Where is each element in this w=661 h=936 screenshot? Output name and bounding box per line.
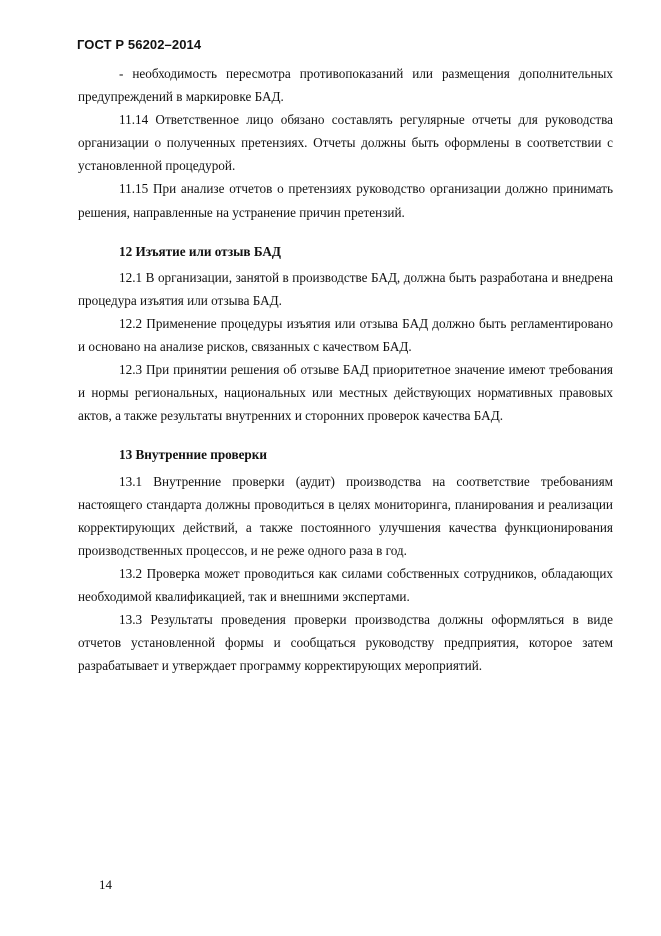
paragraph-12-3: 12.3 При принятии решения об отзыве БАД приоритетное значение имеют требования и нормы региональных, национальных или местных действующих нормативных правовых актов, а также результаты внутренних и сторонних проверок качества БАД. xyxy=(78,362,613,424)
document-header: ГОСТ Р 56202–2014 xyxy=(77,37,202,52)
paragraph-11-14: 11.14 Ответственное лицо обязано составлять регулярные отчеты для руководства организации о полученных претензиях. Отчеты должны быть оформлены в соответствии с установленной процедурой. xyxy=(78,112,613,174)
paragraph-13-3: 13.3 Результаты проведения проверки производства должны оформляться в виде отчетов установленной формы и сообщаться руководству предприятия, которое затем разрабатывает и утверждает программу корректирующих мероприятий. xyxy=(78,612,613,674)
document-body xyxy=(78,62,613,677)
paragraph-11-15: 11.15 При анализе отчетов о претензиях руководство организации должно принимать решения, направленные на устранение причин претензий. xyxy=(78,181,613,220)
paragraph-continuation: - необходимость пересмотра противопоказаний или размещения дополнительных предупреждений в маркировке БАД. xyxy=(78,66,613,105)
section-13-heading: 13 Внутренние проверки xyxy=(119,447,267,463)
paragraph-12-1: 12.1 В организации, занятой в производстве БАД, должна быть разработана и внедрена процедура изъятия или отзыва БАД. xyxy=(78,269,613,308)
paragraph-12-2: 12.2 Применение процедуры изъятия или отзыва БАД должно быть регламентировано и основано на анализе рисков, связанных с качеством БАД. xyxy=(78,315,613,355)
page-number: 14 xyxy=(99,877,112,892)
section-12-heading: 12 Изъятие или отзыв БАД xyxy=(119,243,281,259)
paragraph-13-1: 13.1 Внутренние проверки (аудит) производства на соответствие требованиям настоящего стандарта должны проводиться в целях мониторинга, планирования и реализации корректирующих действий, а также постоянного улучшения качества функционирования производственных процессов, и не реже одного раза в год. xyxy=(78,473,613,558)
paragraph-13-2: 13.2 Проверка может проводиться как силами собственных сотрудников, обладающих необходимой квалификацией, так и внешними экспертами. xyxy=(78,565,613,604)
